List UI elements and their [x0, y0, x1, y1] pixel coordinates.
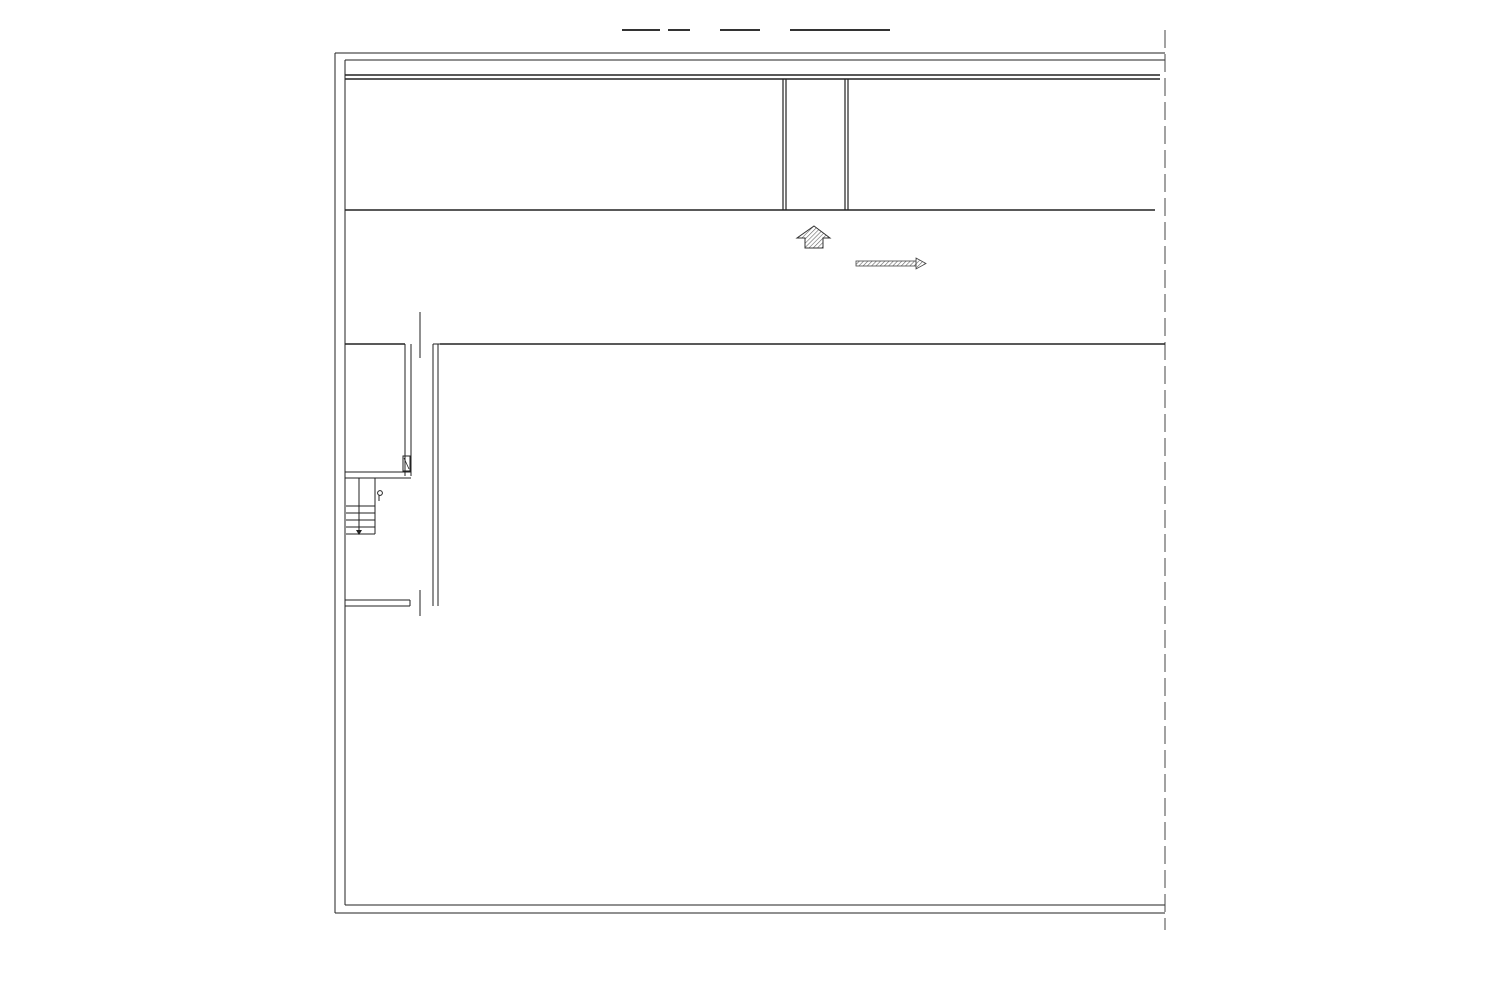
drawing-sheet — [335, 30, 1175, 935]
